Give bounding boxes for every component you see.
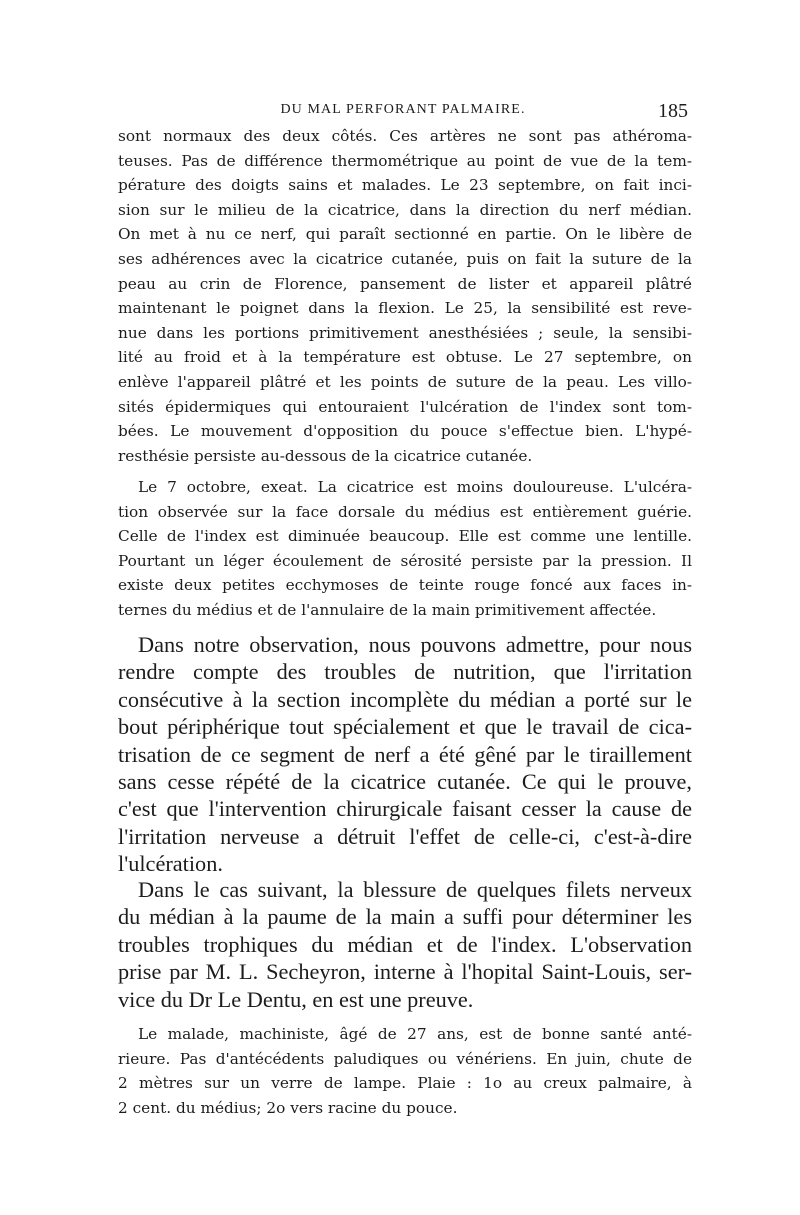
text-line: peau au crin de Florence, pansement de lister et appareil plâtré bbox=[118, 274, 692, 293]
text-line: sion sur le milieu de la cicatrice, dans la direction du nerf médian. bbox=[118, 200, 692, 219]
text-line: nue dans les portions primitivement anesthésiées ; seule, la sensibi- bbox=[118, 323, 692, 342]
paragraph-discussion bbox=[118, 631, 692, 878]
text-line: rendre compte des troubles de nutrition, que l'irritation bbox=[118, 659, 692, 685]
text-line: sans cesse répété de la cicatrice cutanée. Ce qui le prouve, bbox=[118, 769, 692, 795]
text-line: l'irritation nerveuse a détruit l'effet de celle-ci, c'est-à-dire bbox=[118, 823, 692, 849]
text-line: Pourtant un léger écoulement de sérosité persiste par la pression. Il bbox=[118, 551, 692, 570]
running-head-title: DU MAL PERFORANT PALMAIRE. bbox=[280, 102, 526, 117]
text-line: maintenant le poignet dans la flexion. Le 25, la sensibilité est reve- bbox=[118, 299, 692, 318]
text-line: 2 cent. du médius; 2o vers racine du pouce. bbox=[118, 1098, 458, 1117]
text-line: enlève l'appareil plâtré et les points de suture de la peau. Les villo- bbox=[118, 372, 692, 391]
paragraph-exeat bbox=[118, 475, 692, 623]
text-line: troubles trophiques du médian et de l'index. L'observation bbox=[118, 931, 692, 957]
text-line: consécutive à la section incomplète du médian a porté sur le bbox=[118, 686, 692, 712]
text-line: Celle de l'index est diminuée beaucoup. Elle est comme une lentille. bbox=[118, 527, 692, 546]
text-line: 2 mètres sur un verre de lampe. Plaie : 1o au creux palmaire, à bbox=[118, 1074, 692, 1093]
text-line: bées. Le mouvement d'opposition du pouce s'effectue bien. L'hypé- bbox=[118, 422, 692, 441]
text-line: prise par M. L. Secheyron, interne à l'hopital Saint-Louis, ser- bbox=[118, 959, 692, 985]
text-line: resthésie persiste au-dessous de la cicatrice cutanée. bbox=[118, 446, 533, 465]
text-line: existe deux petites ecchymoses de teinte rouge foncé aux faces in- bbox=[118, 576, 692, 595]
text-line: lité au froid et à la température est obtuse. Le 27 septembre, on bbox=[118, 348, 692, 367]
paragraph-patient-history bbox=[118, 1022, 692, 1120]
text-line: trisation de ce segment de nerf a été gêné par le tiraillement bbox=[118, 741, 692, 767]
text-line: sités épidermiques qui entouraient l'ulcération de l'index sont tom- bbox=[118, 397, 692, 416]
text-line: On met à nu ce nerf, qui paraît sectionné en partie. On le libère de bbox=[118, 225, 692, 244]
text-line: c'est que l'intervention chirurgicale faisant cesser la cause de bbox=[118, 796, 692, 822]
text-line: l'ulcération. bbox=[118, 851, 223, 877]
text-line: Le malade, machiniste, âgé de 27 ans, est de bonne santé anté- bbox=[138, 1025, 692, 1043]
text-line: bout périphérique tout spécialement et que le travail de cica- bbox=[118, 714, 692, 740]
text-line: ses adhérences avec la cicatrice cutanée, puis on fait la suture de la bbox=[118, 249, 692, 268]
text-line: pérature des doigts sains et malades. Le 23 septembre, on fait inci- bbox=[118, 176, 692, 195]
text-line: Dans notre observation, nous pouvons admettre, pour nous bbox=[138, 632, 692, 657]
text-line: du médian à la paume de la main a suffi pour déterminer les bbox=[118, 904, 692, 930]
text-line: vice du Dr Le Dentu, en est une preuve. bbox=[118, 986, 474, 1012]
text-line: tion observée sur la face dorsale du médius est entièrement guérie. bbox=[118, 502, 692, 521]
paragraph-observation-continued bbox=[118, 124, 692, 468]
text-line: rieure. Pas d'antécédents paludiques ou vénériens. En juin, chute de bbox=[118, 1049, 692, 1068]
text-line: teuses. Pas de différence thermométrique au point de vue de la tem- bbox=[118, 151, 692, 170]
text-line: Le 7 octobre, exeat. La cicatrice est moins douloureuse. L'ulcéra- bbox=[138, 478, 692, 496]
page-number: 185 bbox=[658, 100, 688, 122]
running-head bbox=[118, 100, 688, 124]
paragraph-next-case bbox=[118, 876, 692, 1013]
text-line: sont normaux des deux côtés. Ces artères ne sont pas athéroma- bbox=[118, 127, 692, 145]
text-line: Dans le cas suivant, la blessure de quelques filets nerveux bbox=[138, 877, 692, 902]
text-line: ternes du médius et de l'annulaire de la main primitivement affectée. bbox=[118, 600, 657, 619]
